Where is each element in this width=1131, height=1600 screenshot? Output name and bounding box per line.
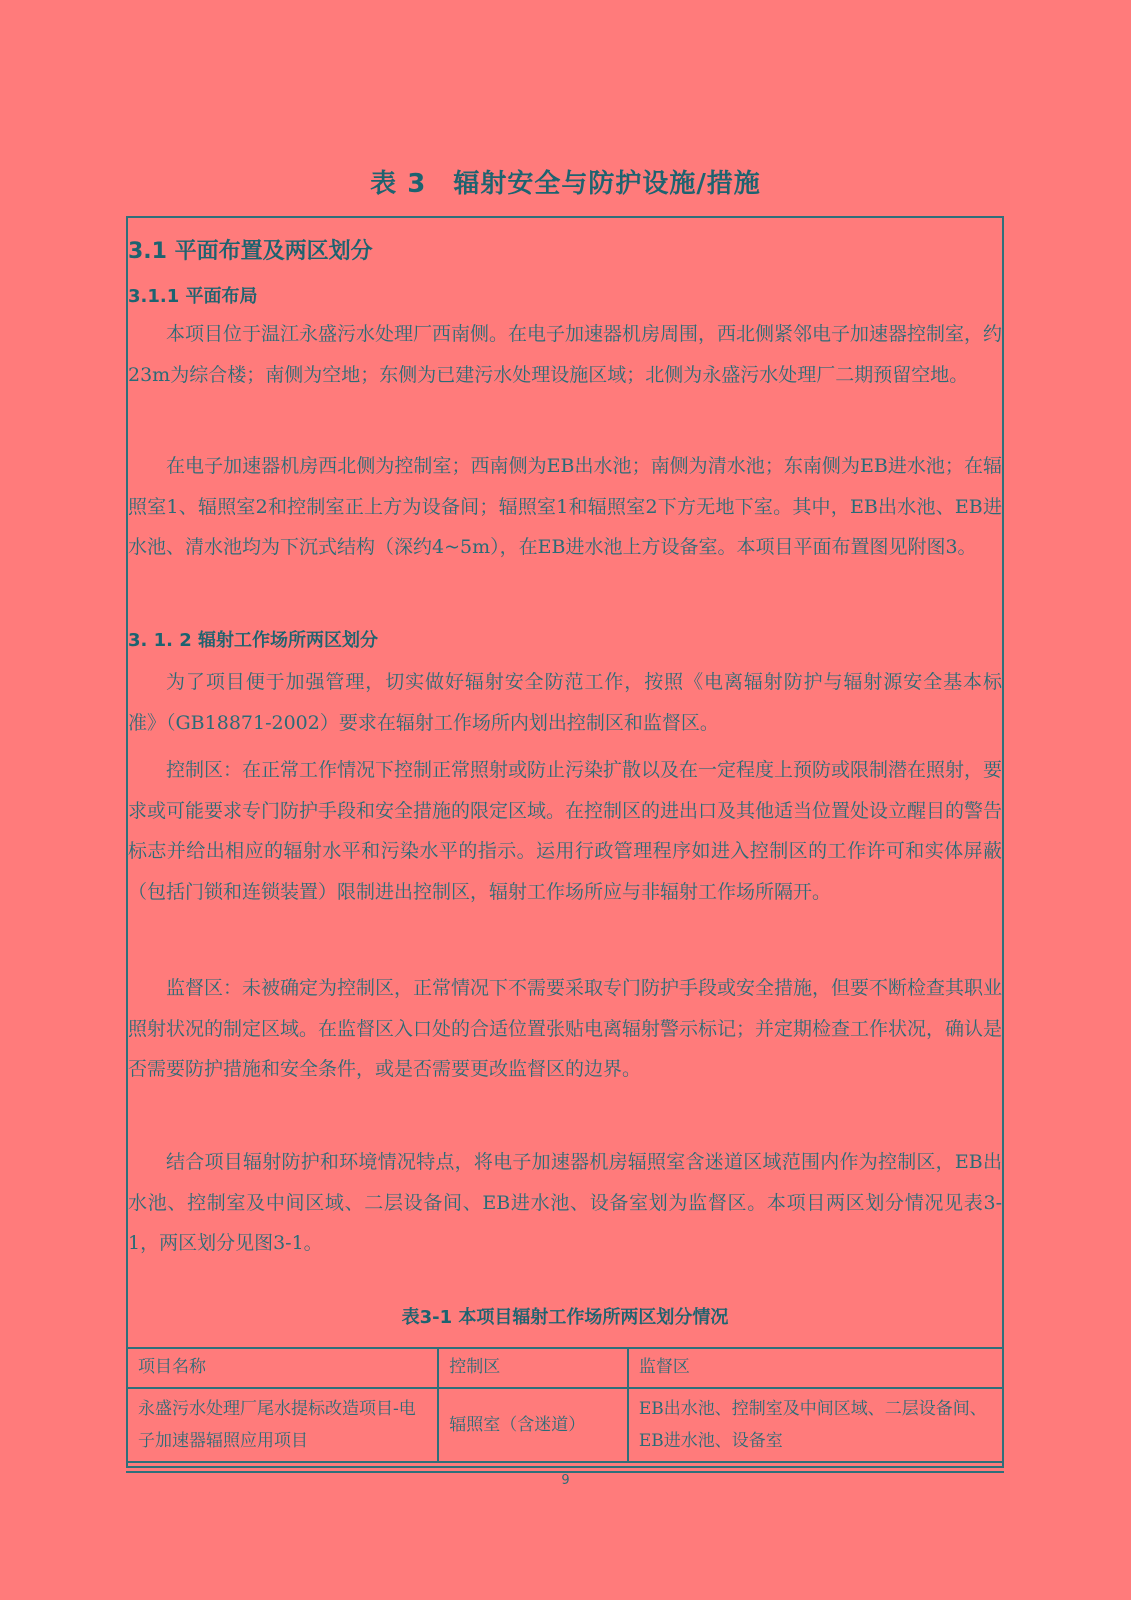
paragraph: 在电子加速器机房西北侧为控制室；西南侧为EB出水池；南侧为清水池；东南侧为EB进水池；在辐照室1、辐照室2和控制室正上方为设备间；辐照室1和辐照室2下方无地下室。其中，EB出水池、EB进水池、清水池均为下沉式结构（深约4~5m），在EB进水池上方设备室。本项目平面布置图见附图3。 (128, 455, 1002, 558)
paragraph: 本项目位于温江永盛污水处理厂西南侧。在电子加速器机房周围，西北侧紧邻电子加速器控制室，约23m为综合楼；南侧为空地；东侧为已建污水处理设施区域；北侧为永盛污水处理厂二期预留空地。 (128, 323, 1003, 386)
table-row (127, 1388, 1003, 1462)
table-header-cell: 项目名称 (127, 1348, 438, 1388)
table-cell: 辐照室（含迷道） (438, 1388, 628, 1462)
table-header-cell: 控制区 (438, 1348, 628, 1388)
subsection-heading-layout: 3.1.1 平面布局 (128, 286, 258, 307)
table-header-cell: 监督区 (628, 1348, 1003, 1388)
page-number: 9 (561, 1473, 570, 1488)
table-cell: 永盛污水处理厂尾水提标改造项目-电子加速器辐照应用项目 (127, 1388, 438, 1462)
content-frame (126, 216, 1004, 1468)
paragraph: 控制区：在正常工作情况下控制正常照射或防止污染扩散以及在一定程度上预防或限制潜在照射，要求或可能要求专门防护手段和安全措施的限定区域。在控制区的进出口及其他适当位置处设立醒目的警告标志并给出相应的辐射水平和污染水平的指示。运用行政管理程序如进入控制区的工作许可和实体屏蔽（包括门锁和连锁装置）限制进出控制区，辐射工作场所应与非辐射工作场所隔开。 (128, 759, 1003, 903)
table-header-row (127, 1348, 1003, 1388)
table-cell: EB出水池、控制室及中间区域、二层设备间、EB进水池、设备室 (628, 1388, 1003, 1462)
paragraph: 结合项目辐射防护和环境情况特点，将电子加速器机房辐照室含迷道区域范围内作为控制区，EB出水池、控制室及中间区域、二层设备间、EB进水池、设备室划为监督区。本项目两区划分情况见表3-1，两区划分见图3-1。 (128, 1151, 1002, 1254)
section-heading: 3.1 平面布置及两区划分 (128, 239, 373, 264)
zones-table (126, 1347, 1004, 1463)
subsection-heading-zones: 3. 1. 2 辐射工作场所两区划分 (128, 630, 379, 651)
paragraph: 为了项目便于加强管理，切实做好辐射安全防范工作，按照《电离辐射防护与辐射源安全基本标准》（GB18871-2002）要求在辐射工作场所内划出控制区和监督区。 (128, 671, 1002, 734)
page-title: 表 3 辐射安全与防护设施/措施 (370, 169, 761, 199)
table-caption: 表3-1 本项目辐射工作场所两区划分情况 (401, 1307, 729, 1328)
paragraph: 监督区：未被确定为控制区，正常情况下不需要采取专门防护手段或安全措施，但要不断检查其职业照射状况的制定区域。在监督区入口处的合适位置张贴电离辐射警示标记；并定期检查工作状况，确认是否需要防护措施和安全条件，或是否需要更改监督区的边界。 (128, 977, 1003, 1080)
